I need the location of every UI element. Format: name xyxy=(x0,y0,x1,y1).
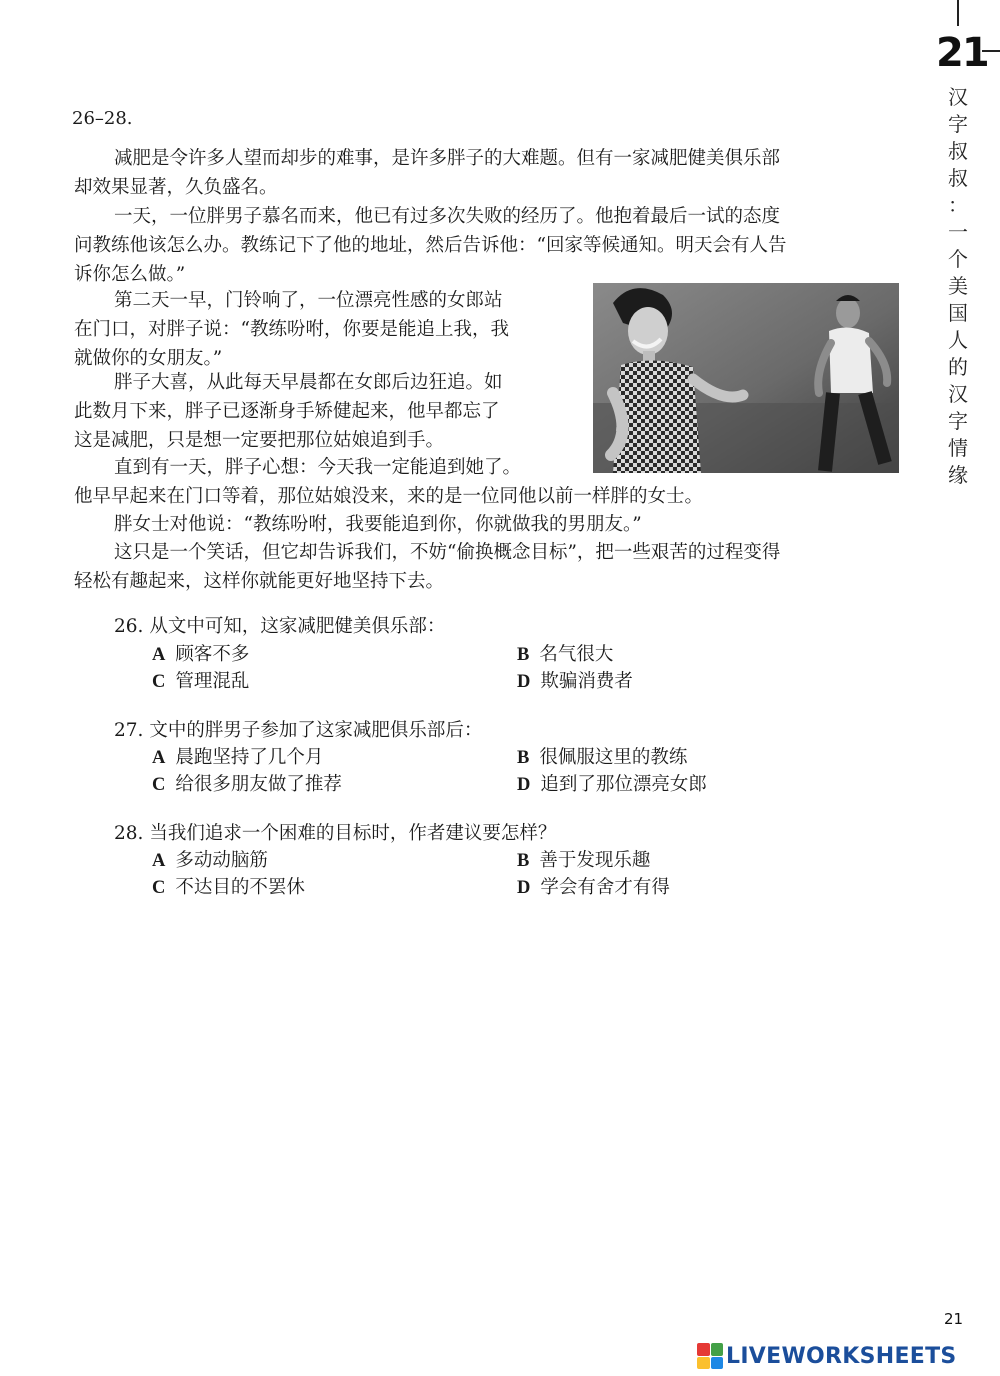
question-stem: 当我们追求一个困难的目标时，作者建议要怎样？ xyxy=(149,823,557,844)
passage-line: 直到有一天，胖子心想：今天我一定能追到她了。 xyxy=(114,457,522,478)
option-letter: C xyxy=(152,672,166,692)
option-26-a[interactable] xyxy=(152,640,249,666)
option-text: 很佩服这里的教练 xyxy=(539,747,688,768)
passage-line: 此数月下来，胖子已逐渐身手矫健起来，他早都忘了 xyxy=(74,401,500,422)
option-text: 欺骗消费者 xyxy=(540,671,633,692)
paragraph-1 xyxy=(74,144,900,202)
passage-line: 他早早起来在门口等着，那位姑娘没来，来的是一位同他以前一样胖的女士。 xyxy=(74,486,704,507)
option-text: 多动动脑筋 xyxy=(175,850,268,871)
title-char: 叔 xyxy=(948,139,968,163)
photo-illustration xyxy=(593,283,899,473)
option-letter: D xyxy=(517,878,531,898)
option-text: 晨跑坚持了几个月 xyxy=(175,747,324,768)
title-char: 缘 xyxy=(948,463,968,487)
question-26 xyxy=(114,612,445,638)
passage-line: 诉你怎么做。” xyxy=(74,264,186,285)
option-text: 给很多朋友做了推荐 xyxy=(175,774,342,795)
option-text: 名气很大 xyxy=(539,644,614,665)
option-letter: D xyxy=(517,775,531,795)
question-range: 26–28. xyxy=(72,108,133,129)
option-text: 学会有舍才有得 xyxy=(540,877,670,898)
question-number: 26. xyxy=(114,616,144,637)
question-stem: 从文中可知，这家减肥健美俱乐部： xyxy=(149,616,446,637)
page-number: 21 xyxy=(944,1310,964,1328)
passage-line: 胖女士对他说：“教练吩咐，我要能追到你，你就做我的男朋友。” xyxy=(114,514,642,535)
title-char: 字 xyxy=(948,409,968,433)
passage-line: 胖子大喜，从此每天早晨都在女郎后边狂追。如 xyxy=(114,372,503,393)
option-28-b[interactable] xyxy=(517,846,650,872)
liveworksheets-logo-icon xyxy=(697,1343,723,1369)
option-27-c[interactable] xyxy=(152,770,342,796)
option-26-d[interactable] xyxy=(517,667,633,693)
option-text: 追到了那位漂亮女郎 xyxy=(540,774,707,795)
paragraph-4 xyxy=(74,368,579,455)
option-letter: B xyxy=(517,851,530,871)
option-text: 善于发现乐趣 xyxy=(539,850,651,871)
passage-line: 第二天一早，门铃响了，一位漂亮性感的女郎站 xyxy=(114,290,503,311)
question-27 xyxy=(114,716,482,742)
paragraph-2 xyxy=(74,202,900,289)
option-text: 不达目的不罢休 xyxy=(175,877,305,898)
title-char: 一 xyxy=(948,220,968,244)
option-letter: C xyxy=(152,878,166,898)
option-letter: C xyxy=(152,775,166,795)
passage-line: 就做你的女朋友。” xyxy=(74,348,223,369)
title-char: 叔 xyxy=(948,166,968,190)
logo-square xyxy=(697,1343,710,1356)
passage-line: 一天，一位胖男子慕名而来，他已有过多次失败的经历了。他抱着最后一试的态度 xyxy=(114,206,781,227)
title-char: 国 xyxy=(948,301,968,325)
question-number: 27. xyxy=(114,720,144,741)
option-27-b[interactable] xyxy=(517,743,687,769)
logo-square xyxy=(711,1357,724,1370)
passage-line: 这是减肥，只是想一定要把那位姑娘追到手。 xyxy=(74,430,445,451)
title-char: 字 xyxy=(948,112,968,136)
option-letter: B xyxy=(517,645,530,665)
option-28-c[interactable] xyxy=(152,873,305,899)
passage-line: 轻松有趣起来，这样你就能更好地坚持下去。 xyxy=(74,571,445,592)
passage-line: 这只是一个笑话，但它却告诉我们，不妨“偷换概念目标”，把一些艰苦的过程变得 xyxy=(114,542,781,563)
option-text: 管理混乱 xyxy=(175,671,250,692)
paragraph-6 xyxy=(74,510,900,539)
question-number: 28. xyxy=(114,823,144,844)
passage-line: 减肥是令许多人望而却步的难事，是许多胖子的大难题。但有一家减肥健美俱乐部 xyxy=(114,148,781,169)
title-char: 汉 xyxy=(948,85,968,109)
paragraph-7 xyxy=(74,538,900,596)
chapter-title-vertical xyxy=(944,84,972,489)
option-letter: A xyxy=(152,645,166,665)
option-letter: B xyxy=(517,748,530,768)
option-28-d[interactable] xyxy=(517,873,670,899)
title-char: ： xyxy=(948,193,968,217)
chapter-number: 21 xyxy=(936,30,988,76)
top-rule xyxy=(957,0,959,26)
passage-line: 问教练他该怎么办。教练记下了他的地址，然后告诉他：“回家等候通知。明天会有人告 xyxy=(74,235,787,256)
option-letter: A xyxy=(152,748,166,768)
running-couple-photo xyxy=(593,283,899,473)
question-stem: 文中的胖男子参加了这家减肥俱乐部后： xyxy=(149,720,483,741)
brand-name: LIVEWORKSHEETS xyxy=(726,1343,957,1369)
logo-square xyxy=(711,1343,724,1356)
question-28 xyxy=(114,819,556,845)
title-char: 美 xyxy=(948,274,968,298)
logo-square xyxy=(697,1357,710,1370)
option-text: 顾客不多 xyxy=(175,644,250,665)
title-char: 个 xyxy=(948,247,968,271)
option-letter: A xyxy=(152,851,166,871)
option-28-a[interactable] xyxy=(152,846,268,872)
option-27-a[interactable] xyxy=(152,743,323,769)
title-char: 的 xyxy=(948,355,968,379)
title-char: 汉 xyxy=(948,382,968,406)
option-26-c[interactable] xyxy=(152,667,249,693)
passage-line: 在门口，对胖子说：“教练吩咐，你要是能追上我，我 xyxy=(74,319,509,340)
option-26-b[interactable] xyxy=(517,640,613,666)
option-letter: D xyxy=(517,672,531,692)
passage-line: 却效果显著，久负盛名。 xyxy=(74,177,278,198)
option-27-d[interactable] xyxy=(517,770,707,796)
title-char: 情 xyxy=(948,436,968,460)
paragraph-3 xyxy=(74,286,579,373)
title-char: 人 xyxy=(948,328,968,352)
liveworksheets-brand[interactable] xyxy=(697,1342,957,1370)
